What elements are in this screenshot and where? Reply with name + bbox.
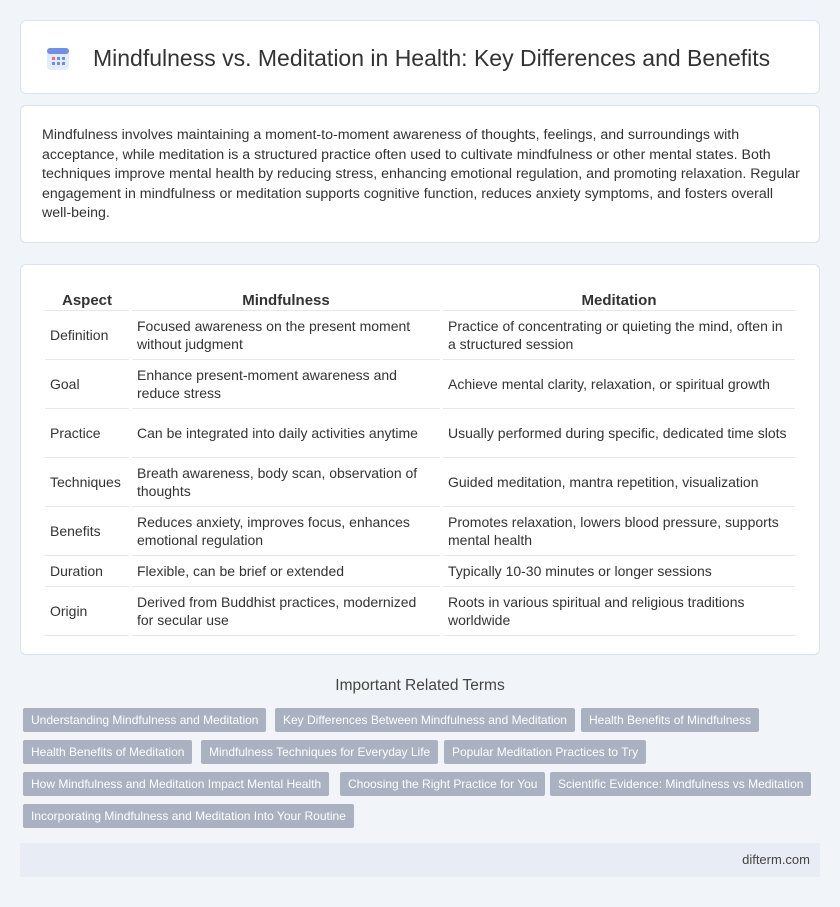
- related-term-tag[interactable]: Key Differences Between Mindfulness and Meditation: [275, 708, 575, 732]
- related-term-tag[interactable]: Mindfulness Techniques for Everyday Life: [201, 740, 438, 764]
- table-header-row: [45, 284, 795, 311]
- table-row: [45, 458, 795, 507]
- column-header-aspect: Aspect: [45, 284, 129, 311]
- meditation-cell: Guided meditation, mantra repetition, visualization: [443, 458, 795, 507]
- comparison-table: [42, 284, 798, 636]
- related-terms-title: Important Related Terms: [335, 677, 505, 694]
- related-term-tag[interactable]: Health Benefits of Meditation: [23, 740, 192, 764]
- aspect-cell: Practice: [45, 409, 129, 458]
- meditation-cell: Usually performed during specific, dedicated time slots: [443, 409, 795, 458]
- meditation-cell: Typically 10-30 minutes or longer sessions: [443, 556, 795, 587]
- related-term-tag[interactable]: Incorporating Mindfulness and Meditation Into Your Routine: [23, 804, 354, 828]
- meditation-cell: Achieve mental clarity, relaxation, or spiritual growth: [443, 360, 795, 409]
- related-term-tag[interactable]: Popular Meditation Practices to Try: [444, 740, 646, 764]
- table-row: [45, 587, 795, 636]
- aspect-cell: Techniques: [45, 458, 129, 507]
- intro-card: [20, 105, 820, 243]
- mindfulness-cell: Enhance present-moment awareness and reduce stress: [132, 360, 440, 409]
- page-title: Mindfulness vs. Meditation in Health: Key Differences and Benefits: [93, 45, 771, 71]
- aspect-cell: Duration: [45, 556, 129, 587]
- table-row: [45, 311, 795, 360]
- meditation-cell: Roots in various spiritual and religious traditions worldwide: [443, 587, 795, 636]
- document-grid-icon: [45, 46, 71, 72]
- related-term-tag[interactable]: Scientific Evidence: Mindfulness vs Meditation: [550, 772, 811, 796]
- mindfulness-cell: Derived from Buddhist practices, modernized for secular use: [132, 587, 440, 636]
- column-header-meditation: Meditation: [443, 284, 795, 311]
- meditation-cell: Practice of concentrating or quieting the mind, often in a structured session: [443, 311, 795, 360]
- table-row: [45, 360, 795, 409]
- related-term-tag[interactable]: How Mindfulness and Meditation Impact Mental Health: [23, 772, 329, 796]
- aspect-cell: Origin: [45, 587, 129, 636]
- aspect-cell: Goal: [45, 360, 129, 409]
- mindfulness-cell: Flexible, can be brief or extended: [132, 556, 440, 587]
- related-term-tag[interactable]: Health Benefits of Mindfulness: [581, 708, 759, 732]
- table-row: [45, 556, 795, 587]
- table-row: [45, 409, 795, 458]
- comparison-table-card: [20, 264, 820, 655]
- table-row: [45, 507, 795, 556]
- footer-site-link[interactable]: difterm.com: [742, 852, 810, 867]
- meditation-cell: Promotes relaxation, lowers blood pressure, supports mental health: [443, 507, 795, 556]
- mindfulness-cell: Breath awareness, body scan, observation of thoughts: [132, 458, 440, 507]
- aspect-cell: Definition: [45, 311, 129, 360]
- aspect-cell: Benefits: [45, 507, 129, 556]
- column-header-mindfulness: Mindfulness: [132, 284, 440, 311]
- mindfulness-cell: Focused awareness on the present moment without judgment: [132, 311, 440, 360]
- header-card: [20, 20, 820, 94]
- intro-text: Mindfulness involves maintaining a moment-to-moment awareness of thoughts, feelings, and surroundings with acceptance, while meditation is a structured practice often used to cultivate mindfulness or other mental states. Both techniques improve mental health by reducing stress, enhancing emotional regulation, and promoting relaxation. Regular engagement in mindfulness or meditation supports cognitive function, reduces anxiety symptoms, and fosters overall well-being.: [42, 127, 800, 222]
- related-term-tag[interactable]: Understanding Mindfulness and Meditation: [23, 708, 266, 732]
- related-term-tag[interactable]: Choosing the Right Practice for You: [340, 772, 545, 796]
- mindfulness-cell: Reduces anxiety, improves focus, enhances emotional regulation: [132, 507, 440, 556]
- footer: [20, 843, 820, 877]
- mindfulness-cell: Can be integrated into daily activities anytime: [132, 409, 440, 458]
